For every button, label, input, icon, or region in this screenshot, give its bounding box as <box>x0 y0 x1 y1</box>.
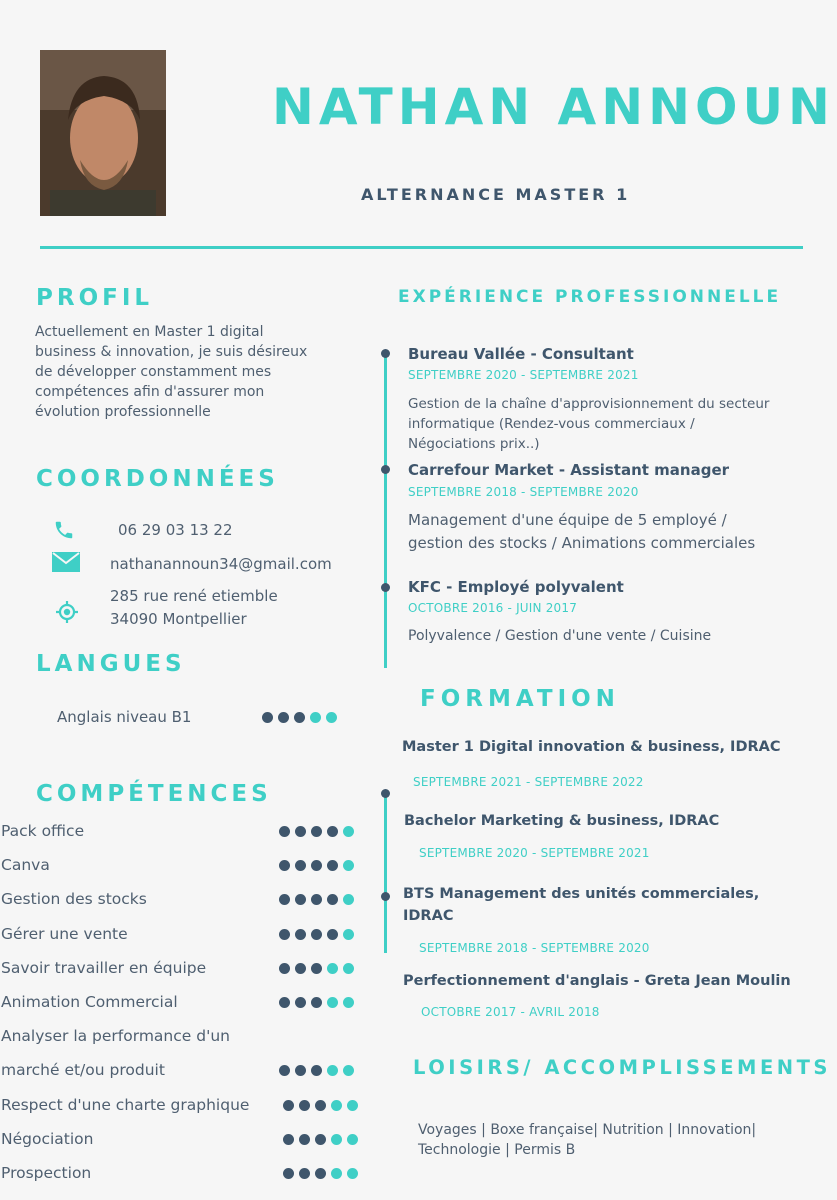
profile-photo <box>40 50 166 216</box>
rating-dot-empty <box>327 997 338 1008</box>
section-title-coordonnees: COORDONNÉES <box>36 466 279 492</box>
job-title: Carrefour Market - Assistant manager <box>408 461 730 479</box>
skill-level-rating <box>279 826 354 837</box>
location-icon <box>55 600 79 624</box>
profil-line: compétences afin d'assurer mon <box>35 384 265 400</box>
job-title: Bureau Vallée - Consultant <box>408 345 634 363</box>
rating-dot-empty <box>343 997 354 1008</box>
job-description-line: gestion des stocks / Animations commerciales <box>408 534 756 552</box>
experience-timeline <box>384 352 387 668</box>
full-name: NATHAN ANNOUN <box>272 78 835 136</box>
rating-dot-filled <box>327 929 338 940</box>
rating-dot-filled <box>283 1134 294 1145</box>
section-title-competences: COMPÉTENCES <box>36 781 272 807</box>
rating-dot-filled <box>299 1100 310 1111</box>
rating-dot-filled <box>279 826 290 837</box>
formation-timeline <box>384 793 387 953</box>
rating-dot-filled <box>295 826 306 837</box>
formation-title <box>403 883 759 927</box>
formation-title: Bachelor Marketing & business, IDRAC <box>404 813 720 829</box>
section-title-experience: EXPÉRIENCE PROFESSIONNELLE <box>398 287 782 307</box>
job-description-line: informatique (Rendez-vous commerciaux / <box>408 416 695 432</box>
header-divider <box>40 246 803 249</box>
skill-label: Savoir travailler en équipe <box>1 959 207 977</box>
rating-dot-empty <box>343 826 354 837</box>
job-date: OCTOBRE 2016 - JUIN 2017 <box>408 601 578 615</box>
rating-dot-empty <box>310 712 321 723</box>
skill-label: Prospection <box>1 1164 92 1182</box>
skill-level-rating <box>283 1168 358 1179</box>
job-description: Polyvalence / Gestion d'une vente / Cuisine <box>408 628 712 644</box>
rating-dot-filled <box>299 1168 310 1179</box>
loisirs-line: Voyages | Boxe française| Nutrition | Innovation| <box>418 1122 757 1138</box>
rating-dot-filled <box>327 826 338 837</box>
rating-dot-empty <box>331 1100 342 1111</box>
skill-level-rating <box>279 929 354 940</box>
rating-dot-empty <box>347 1168 358 1179</box>
job-date: SEPTEMBRE 2020 - SEPTEMBRE 2021 <box>408 368 639 382</box>
job-date: SEPTEMBRE 2018 - SEPTEMBRE 2020 <box>408 485 639 499</box>
timeline-node <box>381 789 390 798</box>
job-title: KFC - Employé polyvalent <box>408 578 624 596</box>
profil-text <box>35 322 307 422</box>
language-label: Anglais niveau B1 <box>57 708 192 726</box>
rating-dot-empty <box>347 1100 358 1111</box>
timeline-node <box>381 892 390 901</box>
loisirs-text <box>418 1120 756 1160</box>
rating-dot-empty <box>343 963 354 974</box>
skill-label: Gestion des stocks <box>1 890 147 908</box>
rating-dot-empty <box>343 860 354 871</box>
rating-dot-filled <box>299 1134 310 1145</box>
rating-dot-filled <box>295 1065 306 1076</box>
skill-level-rating <box>279 1065 354 1076</box>
phone-icon <box>53 519 77 543</box>
rating-dot-empty <box>326 712 337 723</box>
rating-dot-filled <box>311 929 322 940</box>
rating-dot-filled <box>311 826 322 837</box>
email-link[interactable]: nathanannoun34@gmail.com <box>110 555 332 573</box>
phone-number[interactable]: 06 29 03 13 22 <box>118 521 233 539</box>
skill-label: marché et/ou produit <box>1 1061 165 1079</box>
rating-dot-filled <box>283 1100 294 1111</box>
rating-dot-filled <box>311 997 322 1008</box>
rating-dot-filled <box>311 963 322 974</box>
formation-title: Perfectionnement d'anglais - Greta Jean Moulin <box>403 973 791 989</box>
mail-icon <box>52 552 76 576</box>
rating-dot-empty <box>343 929 354 940</box>
address-line: 34090 Montpellier <box>110 610 247 628</box>
rating-dot-filled <box>315 1168 326 1179</box>
timeline-node <box>381 465 390 474</box>
skill-label: Canva <box>1 856 50 874</box>
language-level-rating <box>262 712 337 723</box>
section-title-formation: FORMATION <box>420 686 620 712</box>
rating-dot-filled <box>283 1168 294 1179</box>
skill-level-rating <box>279 963 354 974</box>
timeline-node <box>381 349 390 358</box>
rating-dot-empty <box>327 1065 338 1076</box>
formation-title: Master 1 Digital innovation & business, IDRAC <box>402 739 781 755</box>
rating-dot-filled <box>315 1134 326 1145</box>
rating-dot-filled <box>295 997 306 1008</box>
formation-date: OCTOBRE 2017 - AVRIL 2018 <box>421 1005 600 1019</box>
skill-level-rating <box>279 894 354 905</box>
rating-dot-filled <box>327 860 338 871</box>
rating-dot-filled <box>327 894 338 905</box>
formation-date: SEPTEMBRE 2020 - SEPTEMBRE 2021 <box>419 846 650 860</box>
job-description <box>408 509 755 555</box>
skill-label: Négociation <box>1 1130 94 1148</box>
rating-dot-filled <box>262 712 273 723</box>
formation-title-line: IDRAC <box>403 908 454 924</box>
profil-line: Actuellement en Master 1 digital <box>35 324 264 340</box>
rating-dot-empty <box>343 1065 354 1076</box>
address-line: 285 rue rené etiemble <box>110 587 278 605</box>
skill-label: Animation Commercial <box>1 993 178 1011</box>
job-description-line: Gestion de la chaîne d'approvisionnement du secteur <box>408 396 770 412</box>
profil-line: business & innovation, je suis désireux <box>35 344 308 360</box>
rating-dot-empty <box>327 963 338 974</box>
formation-date: SEPTEMBRE 2018 - SEPTEMBRE 2020 <box>419 941 650 955</box>
rating-dot-filled <box>279 894 290 905</box>
rating-dot-filled <box>279 997 290 1008</box>
rating-dot-filled <box>311 860 322 871</box>
rating-dot-filled <box>279 929 290 940</box>
skill-label: Gérer une vente <box>1 925 128 943</box>
rating-dot-filled <box>311 894 322 905</box>
section-title-langues: LANGUES <box>36 651 186 677</box>
rating-dot-filled <box>295 963 306 974</box>
rating-dot-filled <box>294 712 305 723</box>
job-description-line: Négociations prix..) <box>408 436 540 452</box>
skill-label: Analyser la performance d'un <box>1 1027 230 1045</box>
rating-dot-empty <box>331 1168 342 1179</box>
skill-level-rating <box>283 1100 358 1111</box>
timeline-node <box>381 583 390 592</box>
rating-dot-filled <box>279 1065 290 1076</box>
loisirs-line: Technologie | Permis B <box>418 1142 576 1158</box>
rating-dot-filled <box>279 860 290 871</box>
rating-dot-filled <box>278 712 289 723</box>
rating-dot-filled <box>295 929 306 940</box>
skill-level-rating <box>279 860 354 871</box>
profil-line: évolution professionnelle <box>35 404 211 420</box>
rating-dot-empty <box>343 894 354 905</box>
job-subtitle: ALTERNANCE MASTER 1 <box>361 185 631 204</box>
skill-level-rating <box>283 1134 358 1145</box>
formation-date: SEPTEMBRE 2021 - SEPTEMBRE 2022 <box>413 775 644 789</box>
avatar <box>40 50 166 216</box>
rating-dot-filled <box>295 860 306 871</box>
skill-label: Respect d'une charte graphique <box>1 1096 250 1114</box>
rating-dot-empty <box>331 1134 342 1145</box>
job-description-line: Management d'une équipe de 5 employé / <box>408 511 727 529</box>
rating-dot-filled <box>295 894 306 905</box>
skill-level-rating <box>279 997 354 1008</box>
rating-dot-filled <box>279 963 290 974</box>
section-title-loisirs: LOISIRS/ ACCOMPLISSEMENTS <box>413 1056 831 1079</box>
rating-dot-empty <box>347 1134 358 1145</box>
skill-label: Pack office <box>1 822 85 840</box>
section-title-profil: PROFIL <box>36 285 154 311</box>
job-description <box>408 394 769 454</box>
rating-dot-filled <box>311 1065 322 1076</box>
address <box>110 585 278 631</box>
formation-title-line: BTS Management des unités commerciales, <box>403 886 760 902</box>
rating-dot-filled <box>315 1100 326 1111</box>
profil-line: de développer constamment mes <box>35 364 272 380</box>
